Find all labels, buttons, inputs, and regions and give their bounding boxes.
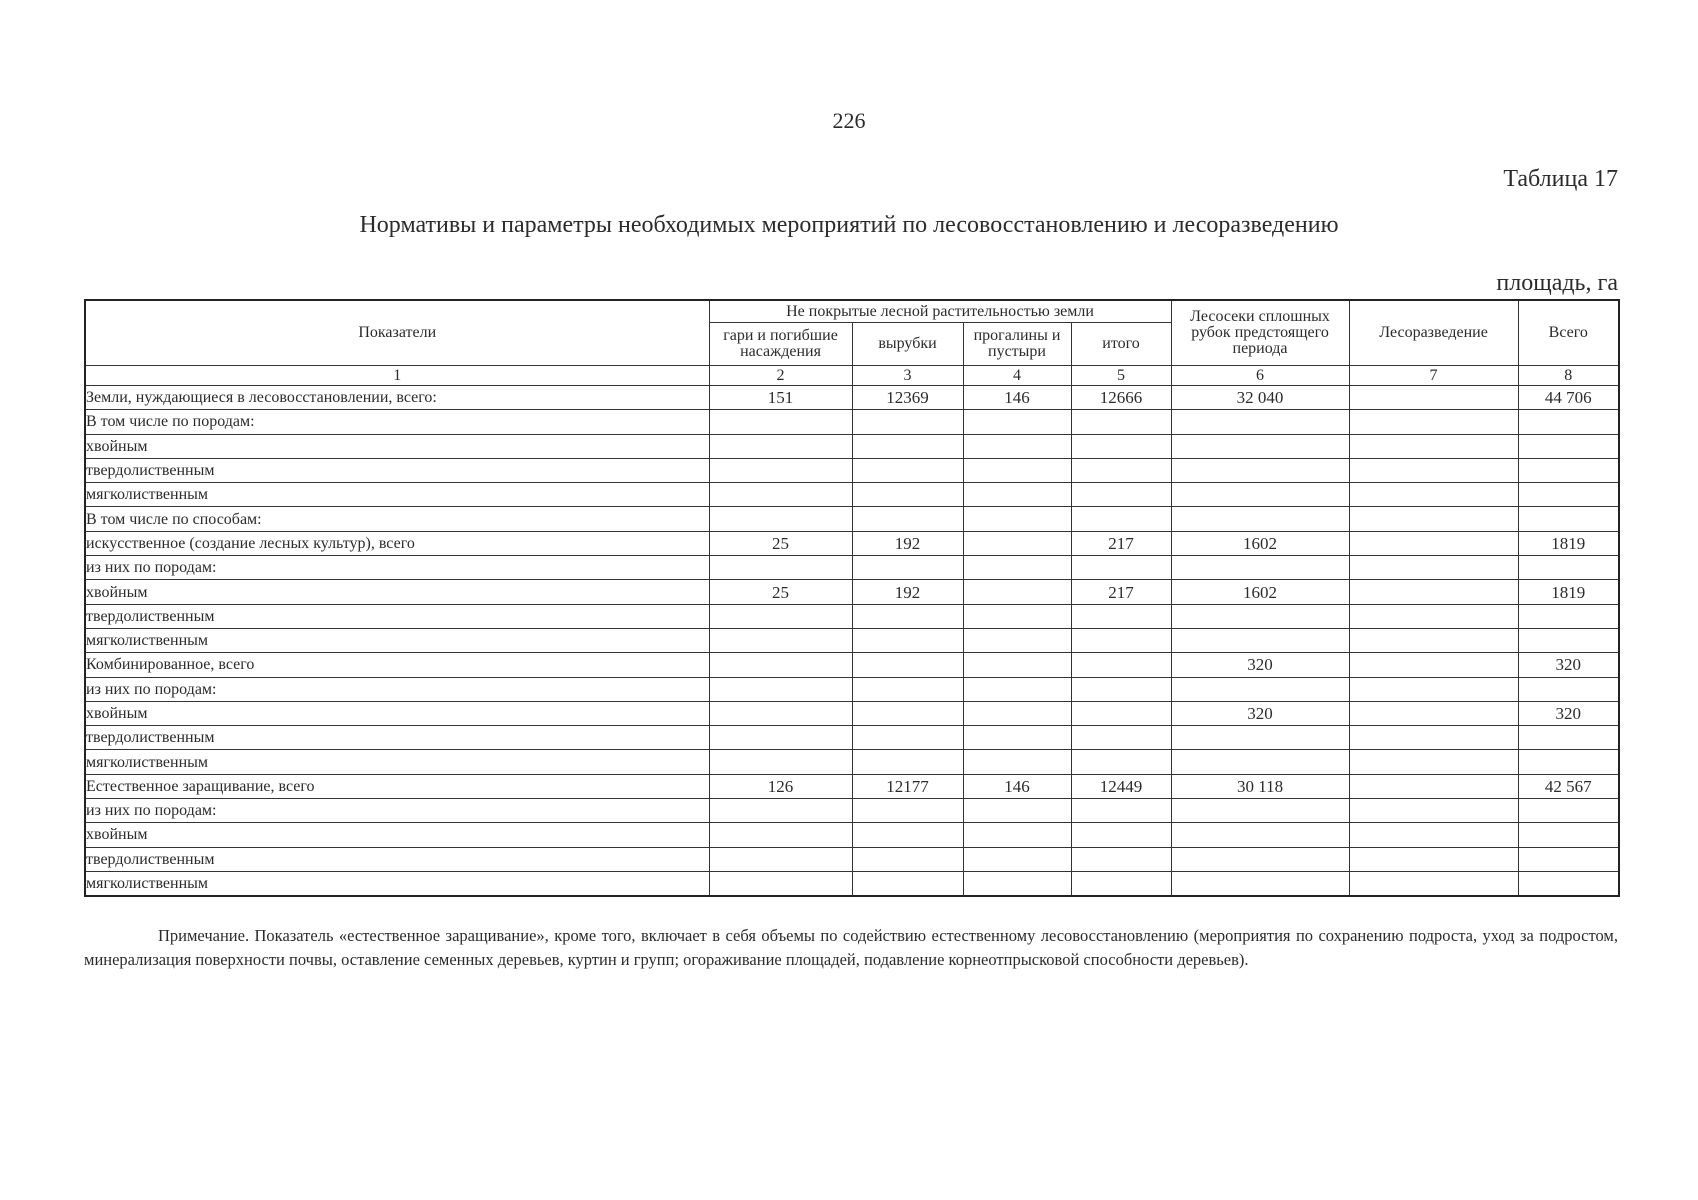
row-label: мягколиственным: [85, 483, 709, 507]
table-cell: [1071, 458, 1171, 482]
table-row: [85, 628, 1619, 652]
table-row: [85, 726, 1619, 750]
table-cell: [1071, 410, 1171, 434]
table-cell: [963, 726, 1071, 750]
table-cell: 44 706: [1518, 386, 1619, 410]
table-row: [85, 386, 1619, 410]
table-cell: [709, 458, 852, 482]
data-table: [84, 299, 1620, 897]
table-cell: [963, 604, 1071, 628]
row-label: искусственное (создание лесных культур), всего: [85, 531, 709, 555]
table-cell: [1349, 580, 1518, 604]
table-row: [85, 458, 1619, 482]
table-cell: [1518, 799, 1619, 823]
table-cell: [1071, 871, 1171, 896]
table-cell: [963, 531, 1071, 555]
table-cell: 192: [852, 531, 963, 555]
table-cell: [852, 799, 963, 823]
table-cell: 320: [1171, 653, 1349, 677]
column-number: 1: [85, 366, 709, 386]
table-cell: [1518, 604, 1619, 628]
table-cell: [709, 434, 852, 458]
table-cell: [1071, 750, 1171, 774]
table-cell: 1602: [1171, 531, 1349, 555]
table-cell: 12369: [852, 386, 963, 410]
table-cell: [963, 823, 1071, 847]
table-cell: [1071, 653, 1171, 677]
table-cell: [1349, 604, 1518, 628]
header-clearcut-areas: Лесосеки сплошных рубок предстоящего периода: [1171, 300, 1349, 366]
table-cell: [1171, 434, 1349, 458]
table-cell: [1071, 701, 1171, 725]
table-cell: [1171, 507, 1349, 531]
table-body: [85, 386, 1619, 897]
table-cell: [852, 750, 963, 774]
column-number: 6: [1171, 366, 1349, 386]
table-cell: [1349, 410, 1518, 434]
table-cell: [852, 410, 963, 434]
table-cell: [1171, 823, 1349, 847]
table-row: [85, 774, 1619, 798]
document-title: Нормативы и параметры необходимых мероприятий по лесовосстановлению и лесоразведению: [359, 212, 1339, 238]
table-cell: [963, 847, 1071, 871]
page-number: 226: [832, 108, 866, 133]
table-row: [85, 701, 1619, 725]
table-row: [85, 799, 1619, 823]
table-cell: [1518, 434, 1619, 458]
table-cell: [1071, 677, 1171, 701]
table-cell: [1349, 434, 1518, 458]
table-cell: [709, 799, 852, 823]
table-cell: [1171, 556, 1349, 580]
row-label: Комбинированное, всего: [85, 653, 709, 677]
table-cell: [709, 701, 852, 725]
table-cell: [1349, 628, 1518, 652]
table-cell: [1071, 628, 1171, 652]
table-cell: [1518, 507, 1619, 531]
table-row: [85, 823, 1619, 847]
table-cell: 217: [1071, 580, 1171, 604]
table-row: [85, 507, 1619, 531]
table-cell: [709, 483, 852, 507]
table-cell: [1349, 823, 1518, 847]
table-cell: [1349, 531, 1518, 555]
table-cell: [1171, 799, 1349, 823]
table-row: [85, 847, 1619, 871]
table-cell: [963, 750, 1071, 774]
row-label: хвойным: [85, 580, 709, 604]
table-row: [85, 653, 1619, 677]
table-cell: [709, 823, 852, 847]
row-label: твердолиственным: [85, 847, 709, 871]
table-cell: [1349, 871, 1518, 896]
row-label: мягколиственным: [85, 871, 709, 896]
table-cell: [1071, 556, 1171, 580]
unit-label: площадь, га: [1496, 270, 1618, 296]
table-cell: [852, 653, 963, 677]
table-cell: [1518, 410, 1619, 434]
table-cell: [1518, 556, 1619, 580]
table-cell: [709, 677, 852, 701]
table-cell: 126: [709, 774, 852, 798]
row-label: из них по породам:: [85, 799, 709, 823]
table-row: [85, 604, 1619, 628]
table-cell: [852, 726, 963, 750]
row-label: из них по породам:: [85, 677, 709, 701]
table-cell: [1071, 726, 1171, 750]
table-cell: 32 040: [1171, 386, 1349, 410]
column-number: 3: [852, 366, 963, 386]
table-cell: [709, 556, 852, 580]
table-cell: [1349, 726, 1518, 750]
table-cell: [852, 628, 963, 652]
table-cell: [963, 434, 1071, 458]
table-row: [85, 677, 1619, 701]
table-row: [85, 434, 1619, 458]
table-cell: [1171, 847, 1349, 871]
table-cell: [1071, 434, 1171, 458]
table-cell: 12666: [1071, 386, 1171, 410]
table-row: [85, 410, 1619, 434]
table-cell: [1171, 628, 1349, 652]
table-cell: [852, 871, 963, 896]
header-glades: прогалины и пустыри: [963, 323, 1071, 366]
table-cell: [1349, 507, 1518, 531]
table-cell: [963, 701, 1071, 725]
column-number-row: [85, 366, 1619, 386]
table-cell: [1171, 483, 1349, 507]
table-cell: [963, 677, 1071, 701]
header-uncovered-lands: Не покрытые лесной растительностью земли: [709, 300, 1171, 323]
header-afforestation: Лесоразведение: [1349, 300, 1518, 366]
table-row: [85, 531, 1619, 555]
table-cell: [963, 628, 1071, 652]
table-row: [85, 750, 1619, 774]
table-cell: [1349, 799, 1518, 823]
table-cell: [1171, 677, 1349, 701]
row-label: Естественное заращивание, всего: [85, 774, 709, 798]
table-cell: 30 118: [1171, 774, 1349, 798]
column-number: 7: [1349, 366, 1518, 386]
table-cell: [1349, 653, 1518, 677]
header-cuttings: вырубки: [852, 323, 963, 366]
table-cell: [1518, 458, 1619, 482]
table-cell: [1349, 386, 1518, 410]
table-cell: [852, 458, 963, 482]
table-cell: 217: [1071, 531, 1171, 555]
table-cell: [1518, 871, 1619, 896]
table-cell: 192: [852, 580, 963, 604]
table-cell: [852, 434, 963, 458]
table-cell: 320: [1171, 701, 1349, 725]
column-number: 4: [963, 366, 1071, 386]
table-cell: [852, 701, 963, 725]
table-cell: 146: [963, 386, 1071, 410]
row-label: В том числе по породам:: [85, 410, 709, 434]
table-cell: [852, 556, 963, 580]
table-cell: [1071, 483, 1171, 507]
table-cell: [852, 483, 963, 507]
table-label: Таблица 17: [1503, 166, 1618, 192]
header-total: Всего: [1518, 300, 1619, 366]
table-cell: [1071, 823, 1171, 847]
table-note: Примечание. Показатель «естественное заращивание», кроме того, включает в себя объемы по содействию естественному лесовосстановлению (мероприятия по сохранению подроста, уход за подростом, минерализация поверхности почвы, оставление семенных деревьев, куртин и групп; огораживание площадей, подавление корнеотпрысковой способности деревьев).: [84, 926, 1618, 969]
row-label: мягколиственным: [85, 750, 709, 774]
table-cell: [709, 604, 852, 628]
column-number: 8: [1518, 366, 1619, 386]
table-cell: [709, 653, 852, 677]
row-label: твердолиственным: [85, 458, 709, 482]
table-cell: [1349, 774, 1518, 798]
table-cell: [852, 823, 963, 847]
table-cell: [852, 677, 963, 701]
table-cell: 320: [1518, 653, 1619, 677]
table-cell: 25: [709, 580, 852, 604]
table-row: [85, 483, 1619, 507]
table-cell: [709, 847, 852, 871]
row-label: хвойным: [85, 434, 709, 458]
table-cell: [1349, 701, 1518, 725]
table-cell: [1071, 847, 1171, 871]
table-cell: [1349, 556, 1518, 580]
table-cell: 1602: [1171, 580, 1349, 604]
row-label: твердолиственным: [85, 726, 709, 750]
table-cell: 12449: [1071, 774, 1171, 798]
table-cell: 151: [709, 386, 852, 410]
table-cell: [1349, 458, 1518, 482]
table-row: [85, 580, 1619, 604]
table-cell: [1349, 483, 1518, 507]
table-cell: [1171, 604, 1349, 628]
header-burned: гари и погибшие насаждения: [709, 323, 852, 366]
table-cell: [1171, 726, 1349, 750]
table-cell: [963, 410, 1071, 434]
table-cell: [1171, 750, 1349, 774]
column-number: 5: [1071, 366, 1171, 386]
table-cell: [1171, 458, 1349, 482]
table-cell: [1071, 604, 1171, 628]
table-cell: [852, 604, 963, 628]
row-label: хвойным: [85, 701, 709, 725]
table-cell: [963, 580, 1071, 604]
table-cell: [1171, 410, 1349, 434]
table-cell: [1518, 628, 1619, 652]
table-cell: [709, 726, 852, 750]
table-cell: 12177: [852, 774, 963, 798]
table-cell: 320: [1518, 701, 1619, 725]
row-label: Земли, нуждающиеся в лесовосстановлении, всего:: [85, 386, 709, 410]
header-subtotal: итого: [1071, 323, 1171, 366]
table-cell: [1518, 726, 1619, 750]
header-indicators: Показатели: [85, 300, 709, 366]
table-cell: [709, 507, 852, 531]
table-row: [85, 871, 1619, 896]
table-cell: 1819: [1518, 531, 1619, 555]
table-cell: 146: [963, 774, 1071, 798]
table-cell: 1819: [1518, 580, 1619, 604]
table-cell: [1518, 847, 1619, 871]
table-cell: [1349, 750, 1518, 774]
table-cell: [1518, 483, 1619, 507]
table-cell: [852, 507, 963, 531]
table-cell: [709, 628, 852, 652]
table-cell: [1071, 799, 1171, 823]
table-cell: [1071, 507, 1171, 531]
table-cell: [709, 750, 852, 774]
table-cell: [1518, 677, 1619, 701]
table-cell: [963, 556, 1071, 580]
table-row: [85, 556, 1619, 580]
column-number: 2: [709, 366, 852, 386]
table-cell: [963, 483, 1071, 507]
table-cell: [1349, 677, 1518, 701]
table-cell: [963, 507, 1071, 531]
table-cell: [709, 871, 852, 896]
row-label: твердолиственным: [85, 604, 709, 628]
row-label: хвойным: [85, 823, 709, 847]
table-cell: [1171, 871, 1349, 896]
table-cell: [963, 458, 1071, 482]
table-cell: [963, 799, 1071, 823]
table-cell: [852, 847, 963, 871]
row-label: В том числе по способам:: [85, 507, 709, 531]
row-label: мягколиственным: [85, 628, 709, 652]
table-cell: [1518, 750, 1619, 774]
row-label: из них по породам:: [85, 556, 709, 580]
table-cell: [963, 871, 1071, 896]
table-cell: [1518, 823, 1619, 847]
table-cell: [1349, 847, 1518, 871]
table-cell: [963, 653, 1071, 677]
table-cell: 42 567: [1518, 774, 1619, 798]
table-cell: [709, 410, 852, 434]
table-cell: 25: [709, 531, 852, 555]
